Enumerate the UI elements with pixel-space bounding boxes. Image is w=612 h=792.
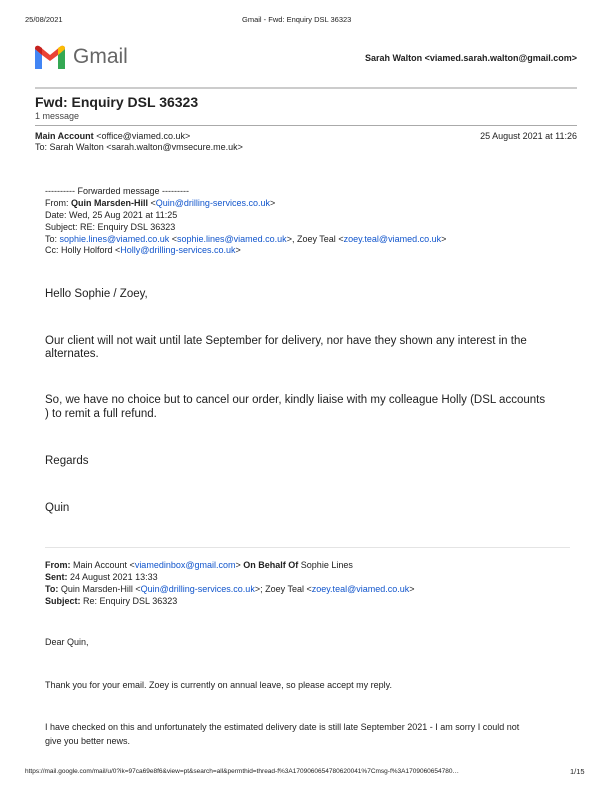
quoted-sent: Sent: 24 August 2021 13:33 [45,572,158,582]
body-paragraph: So, we have no choice but to cancel our order, kindly liaise with my colleague Holly (DSL accounts [45,394,546,406]
email-link[interactable]: sophie.lines@viamed.co.uk [176,234,287,244]
body-paragraph: Our client will not wait until late September for delivery, nor have they shown any interest in the [45,335,527,347]
quoted-greeting: Dear Quin, [45,637,89,647]
message-count: 1 message [35,111,80,121]
email-link[interactable]: zoey.teal@viamed.co.uk [343,234,442,244]
body-greeting: Hello Sophie / Zoey, [45,288,148,300]
forward-separator: ---------- Forwarded message --------- [45,186,189,196]
quoted-subject: Subject: Re: Enquiry DSL 36323 [45,596,178,606]
gmail-logo-icon [35,45,65,69]
gmail-logo-text: Gmail [73,45,128,68]
email-link[interactable]: Quin@drilling-services.co.uk [155,198,270,208]
body-signoff: Regards [45,455,89,467]
body-paragraph: alternates. [45,348,99,360]
divider [45,547,570,548]
print-title: Gmail - Fwd: Enquiry DSL 36323 [242,15,352,24]
quoted-from: From: Main Account <viamedinbox@gmail.com> On Behalf Of Sophie Lines [45,560,353,570]
message-sender: Main Account <office@viamed.co.uk> [35,131,191,141]
quoted-to: To: Quin Marsden-Hill <Quin@drilling-services.co.uk>; Zoey Teal <zoey.teal@viamed.co.uk> [45,584,415,594]
account-header: Sarah Walton <viamed.sarah.walton@gmail.com> [364,53,577,63]
quoted-paragraph: I have checked on this and unfortunately the estimated delivery date is still late September 2021 - I am sorry I could not [45,722,520,732]
email-link[interactable]: Quin@drilling-services.co.uk [140,584,255,594]
email-link[interactable]: zoey.teal@viamed.co.uk [311,584,410,594]
forward-date: Date: Wed, 25 Aug 2021 at 11:25 [45,210,178,220]
forward-cc: Cc: Holly Holford <Holly@drilling-services.co.uk> [45,245,241,255]
forward-to: To: sophie.lines@viamed.co.uk <sophie.lines@viamed.co.uk>, Zoey Teal <zoey.teal@viamed.co.uk> [45,234,447,244]
forward-subject: Subject: RE: Enquiry DSL 36323 [45,222,176,232]
email-link[interactable]: Holly@drilling-services.co.uk [120,245,236,255]
email-link[interactable]: sophie.lines@viamed.co.uk [59,234,170,244]
divider [35,87,577,89]
page-number: 1/15 [570,767,585,776]
forward-from: From: Quin Marsden-Hill <Quin@drilling-services.co.uk> [45,198,276,208]
print-url: https://mail.google.com/mail/u/0?ik=97ca69e8f6&view=pt&search=all&permthid=thread-f%3A1709060654780620041%7Cmsg-f%3A1709060654780… [25,768,459,775]
print-date: 25/08/2021 [25,15,63,24]
thread-subject: Fwd: Enquiry DSL 36323 [35,94,199,110]
body-signature: Quin [45,502,70,514]
body-paragraph: ) to remit a full refund. [45,408,157,420]
message-date: 25 August 2021 at 11:26 [480,131,577,141]
quoted-paragraph: give you better news. [45,736,131,746]
email-link[interactable]: viamedinbox@gmail.com [134,560,236,570]
quoted-paragraph: Thank you for your email. Zoey is currently on annual leave, so please accept my reply. [45,680,393,690]
divider [35,125,577,126]
message-recipient: To: Sarah Walton <sarah.walton@vmsecure.me.uk> [35,142,243,152]
